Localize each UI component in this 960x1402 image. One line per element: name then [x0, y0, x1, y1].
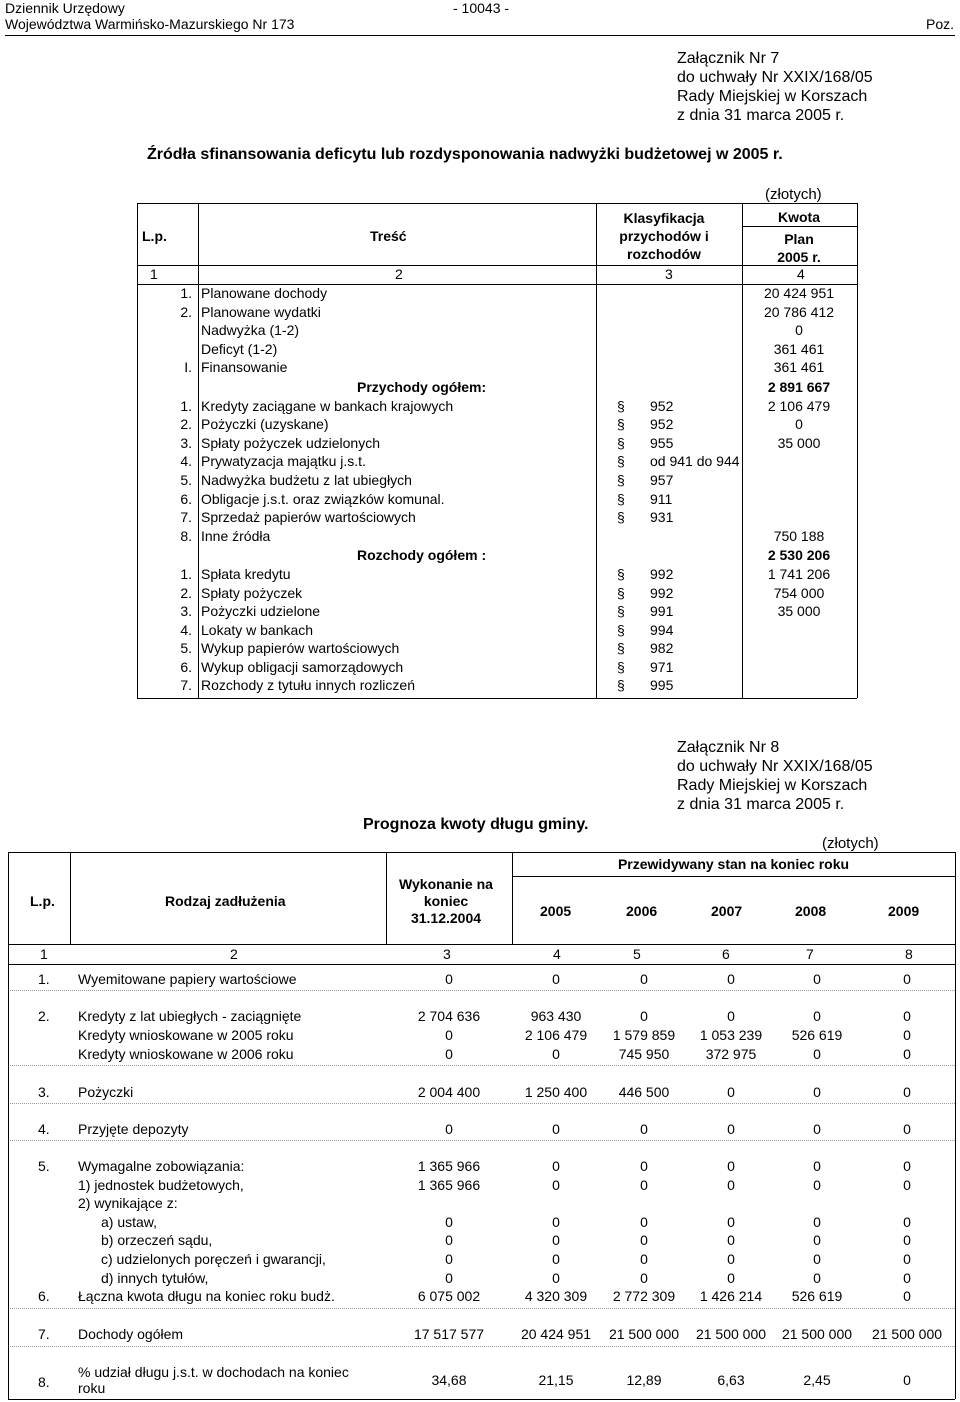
debt-row-value: 963 430	[530, 1008, 582, 1024]
row-klasyfikacja-mark: §	[617, 453, 625, 470]
przychody-total: 2 891 667	[767, 378, 831, 395]
row-lp: 2.	[180, 416, 192, 433]
t1-index-cell: 2	[395, 266, 403, 282]
debt-row-value: 0	[640, 1214, 648, 1230]
debt-row-value: 0	[727, 1158, 735, 1174]
col-klasyfikacja-header: Klasyfikacja przychodów i rozchodów	[619, 210, 709, 262]
annex7-title: Źródła sfinansowania deficytu lub rozdysponowania nadwyżki budżetowej w 2005 r.	[147, 146, 783, 163]
row-klasyfikacja: 994	[650, 621, 674, 638]
t2-index-cell: 8	[905, 946, 913, 962]
row-label: Deficyt (1-2)	[201, 340, 278, 357]
debt-row-value: 0	[640, 1177, 648, 1193]
t1-col-tresc-divider	[596, 203, 597, 698]
debt-row-value: 1 365 966	[417, 1158, 481, 1174]
row-amount: 20 786 412	[763, 303, 835, 320]
debt-row-value: 1 053 239	[699, 1027, 763, 1043]
year-header: 2008	[795, 903, 827, 919]
position-label: Poz.	[926, 16, 955, 32]
debt-row-value: 0	[813, 1177, 821, 1193]
row-amount: 0	[795, 322, 803, 339]
row-label: Spłaty pożyczek udzielonych	[201, 434, 380, 451]
col-kwota-header: Kwota	[778, 209, 820, 225]
row-klasyfikacja-mark: §	[617, 490, 625, 507]
t2-index-bottom	[8, 964, 955, 965]
debt-row-value: 2 772 309	[612, 1288, 676, 1304]
debt-row-value: 0	[727, 1084, 735, 1100]
row-klasyfikacja: 992	[650, 584, 674, 601]
debt-row-value: 0	[727, 1008, 735, 1024]
debt-row-value: 0	[445, 1251, 453, 1267]
journal-name: Dziennik Urzędowy	[5, 0, 125, 16]
row-klasyfikacja: od 941 do 944	[650, 453, 740, 470]
t2-right-border	[955, 852, 956, 1399]
row-label: Nadwyżka budżetu z lat ubiegłych	[201, 471, 412, 488]
annex8-reference: Załącznik Nr 8 do uchwały Nr XXIX/168/05 Rady Miejskiej w Korszach z dnia 31 marca 2005 r.	[677, 739, 873, 813]
t2-header-divider	[386, 852, 387, 944]
year-header: 2007	[711, 903, 743, 919]
debt-row-lp: 8.	[38, 1374, 50, 1390]
row-label: Spłaty pożyczek	[201, 584, 303, 601]
annex7-reference: Załącznik Nr 7 do uchwały Nr XXIX/168/05 Rady Miejskiej w Korszach z dnia 31 marca 2005 r.	[677, 50, 873, 124]
debt-row-value: 0	[813, 1121, 821, 1137]
t1-bottom-border	[137, 698, 857, 699]
year-header: 2006	[626, 903, 658, 919]
debt-row-lp: 5.	[38, 1158, 50, 1174]
debt-row-value: 0	[903, 1158, 911, 1174]
debt-row-value: 0	[727, 1121, 735, 1137]
row-label: Wykup papierów wartościowych	[201, 640, 400, 657]
row-klasyfikacja-mark: §	[617, 584, 625, 601]
t2-group-separator	[8, 1065, 955, 1066]
t2-index-cell: 2	[230, 946, 238, 962]
row-lp: 5.	[180, 640, 192, 657]
row-amount: 361 461	[773, 359, 825, 376]
debt-row-value: 0	[552, 1046, 560, 1062]
row-amount: 35 000	[777, 603, 821, 620]
row-lp: 6.	[180, 658, 192, 675]
col-rodzaj-header: Rodzaj zadłużenia	[165, 893, 286, 909]
row-klasyfikacja-mark: §	[617, 658, 625, 675]
debt-row-lp: 7.	[38, 1326, 50, 1342]
row-klasyfikacja: 995	[650, 677, 674, 694]
col-lp-header: L.p.	[142, 228, 167, 244]
debt-row-value: 0	[552, 1121, 560, 1137]
annex7-unit: (złotych)	[765, 186, 822, 203]
debt-row-value: 0	[552, 1270, 560, 1286]
row-lp: 1.	[180, 397, 192, 414]
col-plan-header: Plan 2005 r.	[777, 231, 821, 265]
row-lp: 3.	[180, 603, 192, 620]
row-klasyfikacja: 952	[650, 397, 674, 414]
t1-right-border	[857, 203, 858, 698]
debt-row-value: 0	[813, 1214, 821, 1230]
row-lp: 4.	[180, 453, 192, 470]
header-rule	[5, 35, 955, 36]
debt-row-value: 0	[903, 1214, 911, 1230]
row-label: Planowane wydatki	[201, 303, 321, 320]
year-header: 2009	[888, 903, 920, 919]
debt-row-value: 0	[813, 1046, 821, 1062]
debt-row-value: 0	[903, 1232, 911, 1248]
row-amount: 1 741 206	[767, 566, 831, 583]
row-lp: 7.	[180, 677, 192, 694]
row-klasyfikacja: 955	[650, 434, 674, 451]
debt-row-label: Kredyty z lat ubiegłych - zaciągnięte	[78, 1008, 302, 1024]
debt-row-value: 0	[903, 1251, 911, 1267]
debt-row-value: 1 365 966	[417, 1177, 481, 1193]
debt-row-value: 0	[445, 1121, 453, 1137]
debt-row-value: 0	[813, 1232, 821, 1248]
row-label: Finansowanie	[201, 359, 288, 376]
debt-row-label-line1: % udział długu j.s.t. w dochodach na koniec	[78, 1364, 349, 1380]
debt-row-value: 0	[813, 1008, 821, 1024]
row-lp: 2.	[180, 584, 192, 601]
t1-index-cell: 4	[797, 266, 805, 282]
debt-row-value: 0	[552, 1232, 560, 1248]
annex8-title: Prognoza kwoty długu gminy.	[363, 816, 589, 833]
annex8-unit: (złotych)	[822, 835, 879, 852]
row-lp: 7.	[180, 509, 192, 526]
debt-row-value: 0	[903, 971, 911, 987]
row-lp: 5.	[180, 471, 192, 488]
debt-row-value: 0	[640, 1158, 648, 1174]
rozchody-label: Rozchody ogółem :	[357, 547, 487, 564]
t2-index-cell: 1	[40, 946, 48, 962]
t2-index-cell: 7	[806, 946, 814, 962]
debt-row-value: 6,63	[717, 1372, 745, 1388]
row-amount: 0	[795, 416, 803, 433]
debt-row-value: 12,89	[626, 1372, 662, 1388]
t2-header-divider	[70, 852, 71, 944]
t1-kwota-rule	[742, 226, 857, 227]
row-label: Pożyczki udzielone	[201, 603, 321, 620]
debt-row-value: 1 579 859	[612, 1027, 676, 1043]
debt-row-value: 0	[640, 1251, 648, 1267]
debt-row-value: 21 500 000	[695, 1326, 767, 1342]
debt-row-value: 0	[727, 971, 735, 987]
row-lp: 8.	[180, 527, 192, 544]
debt-row-value: 0	[640, 971, 648, 987]
row-lp: 1.	[180, 285, 192, 301]
debt-row-value: 2,45	[803, 1372, 831, 1388]
t1-index-cell: 1	[150, 266, 158, 282]
debt-row-value: 0	[445, 1270, 453, 1286]
t2-group-separator	[8, 1308, 955, 1309]
przychody-label: Przychody ogółem:	[357, 378, 487, 395]
row-klasyfikacja-mark: §	[617, 640, 625, 657]
row-klasyfikacja: 911	[650, 490, 673, 507]
page-number: - 10043 -	[453, 0, 510, 16]
debt-row-value: 0	[640, 1121, 648, 1137]
debt-row-label: b) orzeczeń sądu,	[101, 1232, 213, 1248]
debt-row-value: 0	[640, 1232, 648, 1248]
row-klasyfikacja-mark: §	[617, 471, 625, 488]
t2-index-cell: 6	[722, 946, 730, 962]
debt-row-label: 1) jednostek budżetowych,	[78, 1177, 244, 1193]
debt-row-value: 21,15	[538, 1372, 574, 1388]
debt-row-label: Przyjęte depozyty	[78, 1121, 189, 1137]
row-lp: 6.	[180, 490, 192, 507]
row-klasyfikacja-mark: §	[617, 397, 625, 414]
row-klasyfikacja-mark: §	[617, 603, 625, 620]
row-amount: 35 000	[777, 434, 821, 451]
debt-row-value: 526 619	[791, 1288, 843, 1304]
debt-row-value: 2 704 636	[417, 1008, 481, 1024]
debt-row-label: c) udzielonych poręczeń i gwarancji,	[101, 1251, 326, 1267]
row-label: Planowane dochody	[201, 285, 328, 301]
debt-row-value: 0	[903, 1046, 911, 1062]
row-label: Lokaty w bankach	[201, 621, 314, 638]
row-klasyfikacja-mark: §	[617, 434, 625, 451]
col-tresc-header: Treść	[370, 228, 407, 244]
row-klasyfikacja: 931	[650, 509, 674, 526]
debt-row-label: Wyemitowane papiery wartościowe	[78, 971, 297, 987]
debt-row-label: Kredyty wnioskowane w 2005 roku	[78, 1027, 294, 1043]
debt-row-value: 6 075 002	[417, 1288, 481, 1304]
row-klasyfikacja: 982	[650, 640, 674, 657]
row-klasyfikacja: 991	[650, 603, 674, 620]
col-przewidywany-header: Przewidywany stan na koniec roku	[617, 856, 850, 872]
debt-row-value: 0	[903, 1177, 911, 1193]
debt-row-label: Kredyty wnioskowane w 2006 roku	[78, 1046, 294, 1062]
row-label: Prywatyzacja majątku j.s.t.	[201, 453, 366, 470]
debt-row-label: Wymagalne zobowiązania:	[78, 1158, 245, 1174]
debt-row-label	[78, 1364, 349, 1396]
debt-row-value: 0	[903, 1288, 911, 1304]
debt-row-value: 21 500 000	[608, 1326, 680, 1342]
voivodeship: Województwa Warmińsko-Mazurskiego Nr 173	[5, 16, 295, 32]
row-label: Pożyczki (uzyskane)	[201, 416, 329, 433]
debt-row-value: 0	[727, 1232, 735, 1248]
debt-row-value: 0	[813, 1084, 821, 1100]
debt-row-value: 0	[445, 1232, 453, 1248]
row-klasyfikacja-mark: §	[617, 621, 625, 638]
debt-row-value: 0	[552, 1158, 560, 1174]
t2-header-divider	[512, 852, 513, 944]
t1-index-cell: 3	[665, 266, 673, 282]
row-amount: 2 106 479	[767, 397, 831, 414]
t1-col-lp-divider	[198, 203, 199, 698]
debt-row-value: 0	[727, 1214, 735, 1230]
t2-top-border	[8, 852, 955, 853]
debt-row-label: Pożyczki	[78, 1084, 134, 1100]
debt-row-value: 1 250 400	[524, 1084, 588, 1100]
debt-row-value: 446 500	[618, 1084, 670, 1100]
debt-row-lp: 1.	[38, 971, 50, 987]
row-lp: 1.	[180, 566, 192, 583]
debt-row-lp: 6.	[38, 1288, 50, 1304]
debt-row-value: 0	[903, 1027, 911, 1043]
debt-row-value: 17 517 577	[413, 1326, 485, 1342]
debt-row-value: 0	[552, 1251, 560, 1267]
t1-col-klas-divider	[742, 203, 743, 698]
row-amount: 754 000	[773, 584, 825, 601]
row-klasyfikacja-mark: §	[617, 566, 625, 583]
row-lp: 4.	[180, 621, 192, 638]
debt-row-value: 0	[903, 1008, 911, 1024]
debt-row-label: a) ustaw,	[101, 1214, 158, 1230]
debt-row-value: 0	[552, 1177, 560, 1193]
col-lp-header-2: L.p.	[30, 893, 55, 909]
row-klasyfikacja-mark: §	[617, 416, 625, 433]
debt-row-value: 0	[903, 1121, 911, 1137]
debt-row-value: 372 975	[705, 1046, 757, 1062]
debt-row-value: 0	[445, 1027, 453, 1043]
debt-row-value: 0	[903, 1084, 911, 1100]
debt-row-value: 1 426 214	[699, 1288, 763, 1304]
debt-row-lp: 2.	[38, 1008, 50, 1024]
debt-row-value: 0	[813, 1270, 821, 1286]
debt-row-value: 0	[640, 1008, 648, 1024]
debt-row-lp: 3.	[38, 1084, 50, 1100]
year-header: 2005	[540, 903, 572, 919]
debt-row-value: 0	[813, 1251, 821, 1267]
debt-row-value: 34,68	[431, 1372, 467, 1388]
debt-row-value: 745 950	[618, 1046, 670, 1062]
row-label: Sprzedaż papierów wartościowych	[201, 509, 416, 526]
row-amount: 20 424 951	[763, 285, 835, 301]
debt-row-lp: 4.	[38, 1121, 50, 1137]
debt-row-label: Łączna kwota długu na koniec roku budż.	[78, 1288, 335, 1304]
debt-row-value: 526 619	[791, 1027, 843, 1043]
t2-group-separator	[8, 1346, 955, 1347]
debt-row-label: Dochody ogółem	[78, 1326, 184, 1342]
debt-row-value: 21 500 000	[871, 1326, 943, 1342]
row-lp: 3.	[180, 434, 192, 451]
row-amount: 750 188	[773, 527, 825, 544]
debt-row-value: 0	[552, 1214, 560, 1230]
debt-row-value: 0	[903, 1270, 911, 1286]
debt-row-value: 0	[445, 1046, 453, 1062]
debt-row-value: 21 500 000	[781, 1326, 853, 1342]
t2-left-border	[8, 852, 9, 1399]
debt-row-label: d) innych tytułów,	[101, 1270, 209, 1286]
debt-row-value: 0	[813, 971, 821, 987]
row-klasyfikacja: 971	[650, 658, 674, 675]
debt-row-value: 0	[903, 1372, 911, 1388]
debt-row-label: 2) wynikające z:	[78, 1195, 178, 1211]
t2-index-cell: 4	[553, 946, 561, 962]
row-label: Kredyty zaciągane w bankach krajowych	[201, 397, 454, 414]
debt-row-value: 0	[640, 1270, 648, 1286]
row-label: Inne źródła	[201, 527, 271, 544]
row-klasyfikacja-mark: §	[617, 509, 625, 526]
row-klasyfikacja: 992	[650, 566, 674, 583]
debt-row-value: 0	[445, 1214, 453, 1230]
col-wykonanie-header: Wykonanie na koniec 31.12.2004	[399, 876, 493, 926]
t2-przew-rule	[512, 876, 955, 877]
debt-row-value: 2 004 400	[417, 1084, 481, 1100]
t1-top-border	[137, 203, 857, 204]
row-klasyfikacja-mark: §	[617, 677, 625, 694]
debt-row-label-line2: roku	[78, 1380, 106, 1396]
row-lp: 2.	[180, 303, 192, 320]
row-klasyfikacja: 957	[650, 471, 674, 488]
t1-left-border	[137, 203, 138, 698]
t2-bottom-border	[8, 1399, 955, 1400]
debt-row-value: 0	[552, 971, 560, 987]
debt-row-value: 20 424 951	[520, 1326, 592, 1342]
row-label: Wykup obligacji samorządowych	[201, 658, 404, 675]
rozchody-total: 2 530 206	[767, 547, 831, 564]
row-label: Spłata kredytu	[201, 566, 291, 583]
row-label: Rozchody z tytułu innych rozliczeń	[201, 677, 415, 694]
debt-row-value: 0	[727, 1251, 735, 1267]
t2-header-bottom	[8, 944, 955, 945]
row-lp: I.	[184, 359, 192, 376]
debt-row-value: 0	[445, 971, 453, 987]
debt-row-value: 0	[727, 1270, 735, 1286]
t2-group-separator	[8, 990, 955, 991]
debt-row-value: 0	[727, 1177, 735, 1193]
t2-index-cell: 5	[633, 946, 641, 962]
debt-row-value: 4 320 309	[524, 1288, 588, 1304]
t2-group-separator	[8, 1103, 955, 1104]
debt-row-value: 0	[813, 1158, 821, 1174]
t1-header-bottom	[137, 265, 857, 266]
row-klasyfikacja: 952	[650, 416, 674, 433]
t2-index-cell: 3	[443, 946, 451, 962]
row-label: Nadwyżka (1-2)	[201, 322, 300, 339]
row-label: Obligacje j.s.t. oraz związków komunal.	[201, 490, 445, 507]
debt-row-value: 2 106 479	[524, 1027, 588, 1043]
row-amount: 361 461	[773, 340, 825, 357]
t2-group-separator	[8, 1140, 955, 1141]
